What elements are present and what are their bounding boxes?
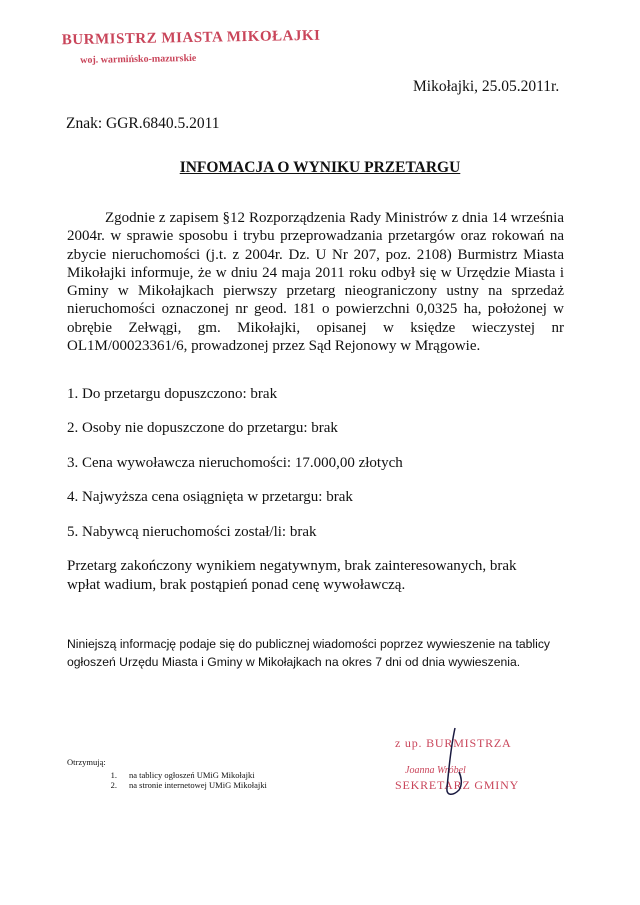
document-title: INFOMACJA O WYNIKU PRZETARGU	[179, 159, 461, 176]
recipient-text: na tablicy ogłoszeń UMiG Mikołajki	[129, 769, 255, 780]
office-stamp	[62, 28, 321, 67]
list-item	[67, 770, 267, 781]
recipient-number: 2.	[110, 780, 117, 790]
list-item: 4. Najwyższa cena osiągnięta w przetargu: brak	[67, 489, 353, 505]
reference-number: Znak: GGR.6840.5.2011	[66, 115, 220, 132]
list-item: 1. Do przetargu dopuszczono: brak	[67, 386, 278, 402]
recipient-text: na stronie internetowej UMiG Mikołajki	[129, 780, 267, 790]
signature-line-1: z up. BURMISTRZA	[395, 736, 512, 750]
handwritten-signature-icon	[423, 726, 483, 806]
notice-paragraph: Niniejszą informację podaje się do publicznej wiadomości poprzez wywieszenie na tablicy ogłoszeń Urzędu Miasta i Gminy w Mikołajkach na okres 7 dni od dnia wywieszenia.	[67, 637, 551, 669]
place-date: Mikołajki, 25.05.2011r.	[413, 78, 560, 95]
list-item	[67, 780, 267, 791]
recipients-header: Otrzymują:	[67, 757, 106, 767]
signature-line-2: Joanna Wróbel	[405, 765, 466, 776]
intro-paragraph: Zgodnie z zapisem §12 Rozporządzenia Rady Ministrów z dnia 14 września 2004r. w sprawie sposobu i trybu przeprowadzania przetargów oraz rokowań na zbycie nieruchomości (j.t. z 2004r. Dz. U Nr 207, poz. 2108) Burmistrz Miasta Mikołajki informuje, że w dniu 24 maja 2011 roku odbył się w Urzędzie Miasta i Gminy w Mikołajkach pierwszy przetarg nieograniczony ustny na sprzedaż nieruchomości oznaczonej nr geod. 181 o powierzchni 0,0325 ha, położonej w obrębie Zełwągi, gm. Mikołajki, opisanej w księdze wieczystej nr OL1M/00023361/6, prowadzonej przez Sąd Rejonowy w Mrągowie.	[67, 210, 564, 355]
list-item: 5. Nabywcą nieruchomości został/li: brak	[67, 524, 317, 540]
signature-stamp	[395, 736, 535, 793]
recipients-block	[67, 757, 267, 791]
stamp-line-1: BURMISTRZ MIASTA MIKOŁAJKI	[61, 27, 321, 49]
list-item: 2. Osoby nie dopuszczone do przetargu: brak	[67, 420, 338, 436]
conclusion-paragraph: Przetarg zakończony wynikiem negatywnym, brak zainteresowanych, brak wpłat wadium, brak postąpień ponad cenę wywoławczą.	[67, 558, 517, 593]
recipient-number: 1.	[110, 769, 117, 780]
list-item: 3. Cena wywoławcza nieruchomości: 17.000,00 złotych	[67, 455, 403, 471]
signature-line-3: SEKRETARZ GMINY	[395, 778, 520, 792]
stamp-line-2: woj. warmińsko-mazurskie	[80, 52, 197, 66]
